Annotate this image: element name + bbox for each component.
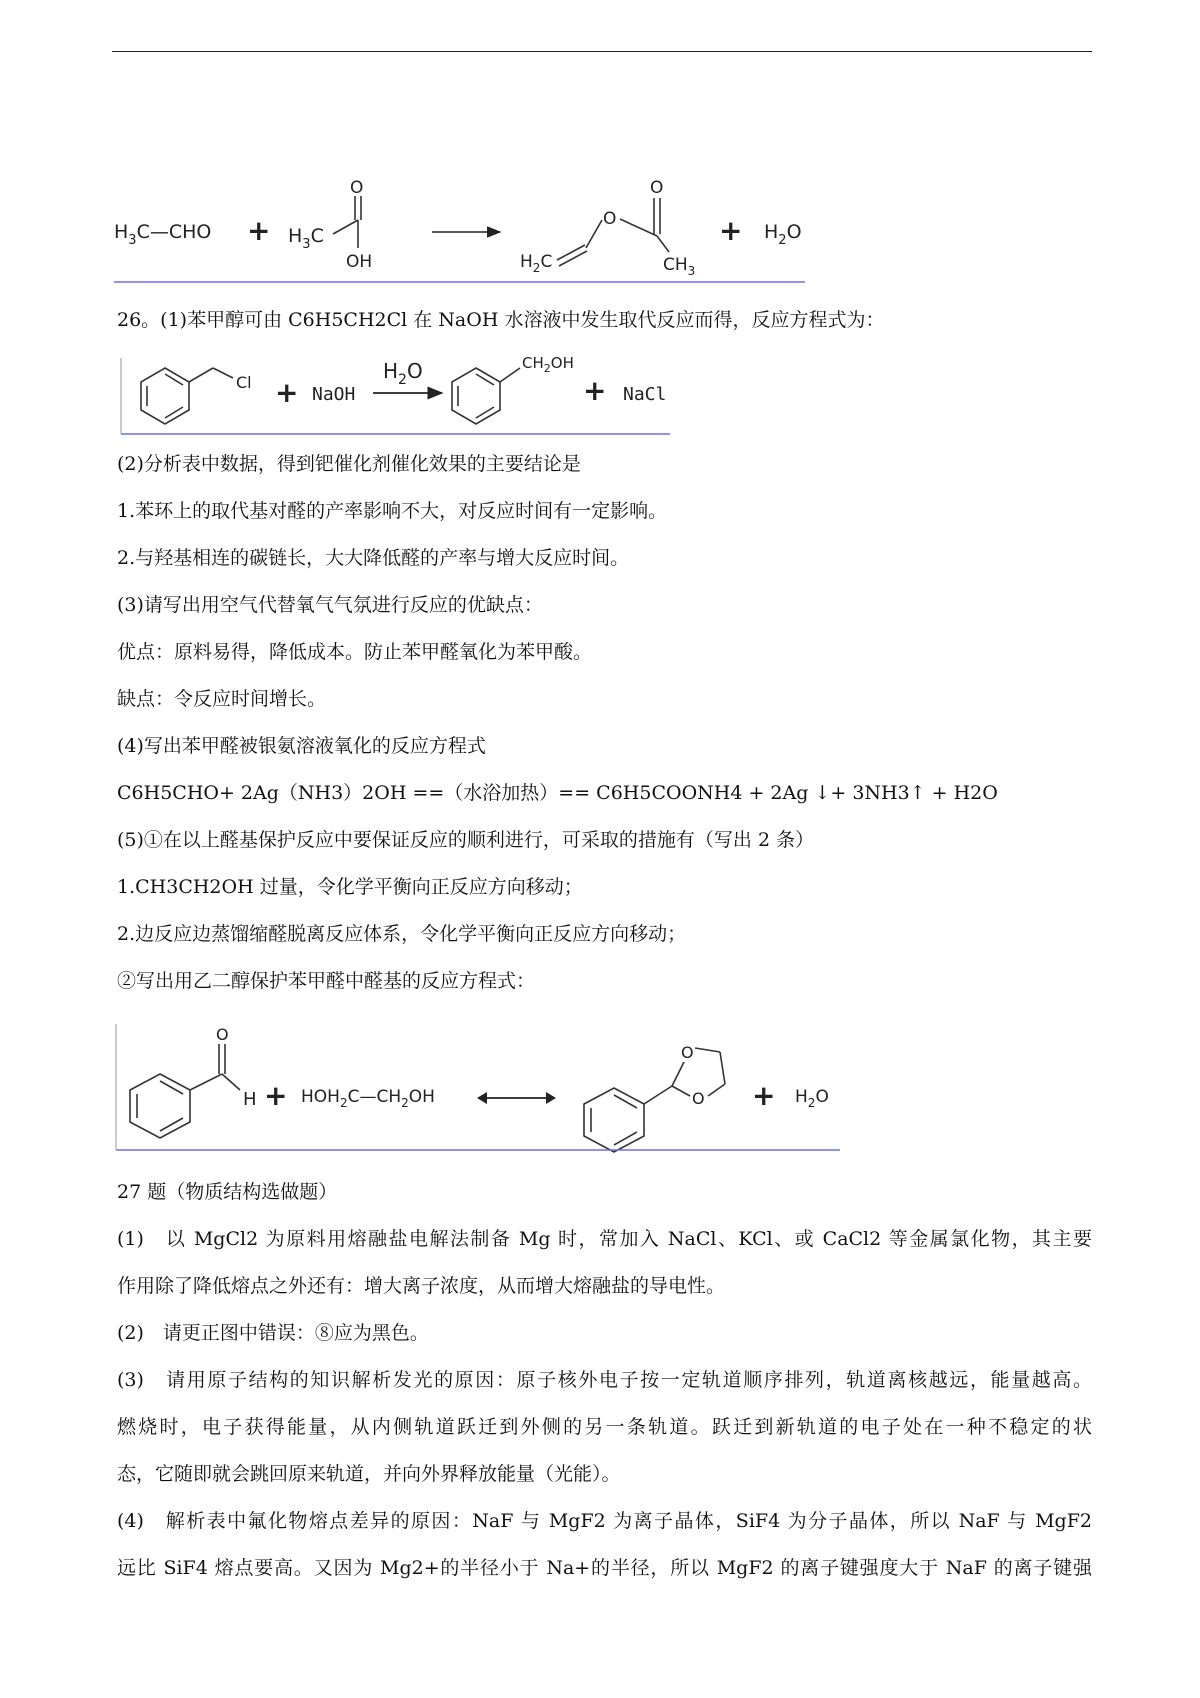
- ester-oxygen: O: [603, 209, 617, 229]
- q27-3-line-3: 态，它随即就会跳回原来轨道，并向外界释放能量（光能）。: [117, 1463, 621, 1485]
- q27-title: 27 题（物质结构选做题）: [117, 1181, 338, 1203]
- ch2oh-label: $CH_2OH$: [522, 354, 574, 375]
- q26-5-measure-1: 1.CH3CH2OH 过量，令化学平衡向正反应方向移动；: [117, 876, 583, 898]
- header-rule: [112, 51, 1092, 52]
- acetic-acid-oh: OH: [346, 252, 373, 272]
- glycol-formula: $HOH_2C—CH_2OH$: [301, 1087, 435, 1110]
- nacl-label: NaCl: [623, 384, 667, 405]
- q26-2: (2)分析表中数据，得到钯催化剂催化效果的主要结论是: [117, 453, 581, 475]
- dioxolane-oxygen-1: O: [681, 1043, 694, 1062]
- acetal-scheme: [0, 1010, 860, 1160]
- chlorine-label: Cl: [236, 373, 252, 392]
- q27-3-line-2: 燃烧时，电子获得能量，从内侧轨道跃迁到外侧的另一条轨道。跃迁到新轨道的电子处在一种不稳定的状: [117, 1416, 1092, 1438]
- q27-1-line-2: 作用除了降低熔点之外还有：增大离子浓度，从而增大熔融盐的导电性。: [117, 1275, 726, 1297]
- plus-sign: +: [719, 214, 743, 247]
- q27-1-line-1: (1) 以 MgCl2 为原料用熔融盐电解法制备 Mg 时，常加入 NaCl、KCl、或 CaCl2 等金属氯化物，其主要: [117, 1228, 1092, 1250]
- q27-4-line-2: 远比 SiF4 熔点要高。又因为 Mg2+的半径小于 Na+的半径，所以 MgF2 的离子键强度大于 NaF 的离子键强: [117, 1557, 1092, 1579]
- naoh-label: NaOH: [312, 384, 356, 405]
- q26-intro: 26。(1)苯甲醇可由 C6H5CH2Cl 在 NaOH 水溶液中发生取代反应而得，反应方程式为：: [117, 309, 885, 331]
- benzyl-alcohol-scheme: [0, 350, 700, 440]
- dioxolane-oxygen-2: O: [692, 1089, 705, 1108]
- plus-sign: +: [752, 1079, 776, 1112]
- acetaldehyde-formula: $H_3C—CHO$: [114, 221, 212, 248]
- q26-3: (3)请写出用空气代替氧气气氛进行反应的优缺点：: [117, 594, 543, 616]
- product-carbonyl-o: O: [650, 178, 664, 198]
- condition-water: $H_2O$: [383, 359, 423, 388]
- q27-3-line-1: (3) 请用原子结构的知识解析发光的原因：原子核外电子按一定轨道顺序排列，轨道离核越远，能量越高。: [117, 1369, 1092, 1391]
- q26-2-conclusion-2: 2.与羟基相连的碳链长，大大降低醛的产率与增大反应时间。: [117, 547, 630, 569]
- plus-sign: +: [275, 376, 299, 409]
- q26-4: (4)写出苯甲醛被银氨溶液氧化的反应方程式: [117, 735, 486, 757]
- q26-3-advantage: 优点：原料易得，降低成本。防止苯甲醛氧化为苯甲酸。: [117, 641, 593, 663]
- q26-2-conclusion-1: 1.苯环上的取代基对醛的产率影响不大，对反应时间有一定影响。: [117, 500, 668, 522]
- q26-5: (5)①在以上醛基保护反应中要保证反应的顺利进行，可采取的措施有（写出 2 条）: [117, 829, 815, 851]
- q27-2: (2) 请更正图中错误：⑧应为黑色。: [117, 1322, 429, 1344]
- q26-4-equation: C6H5CHO+ 2Ag（NH3）2OH ==（水浴加热）== C6H5COONH4 + 2Ag ↓+ 3NH3↑ + H2O: [117, 782, 998, 804]
- water-formula: $H_2O$: [795, 1087, 829, 1110]
- plus-sign: +: [247, 214, 271, 247]
- vinyl-acetate-scheme: [0, 180, 820, 290]
- aldehyde-h: H: [243, 1089, 257, 1110]
- water-formula: $H_2O$: [764, 221, 802, 248]
- vinyl-h2c: $H_2C$: [520, 252, 553, 275]
- q26-3-disadvantage: 缺点：令反应时间增长。: [117, 688, 327, 710]
- aldehyde-oxygen: O: [216, 1025, 229, 1044]
- acetic-acid-h3c: $H_3C$: [288, 225, 324, 252]
- q26-5-measure-2: 2.边反应边蒸馏缩醛脱离反应体系，令化学平衡向正反应方向移动；: [117, 923, 687, 945]
- product-ch3: $CH_3$: [663, 255, 696, 278]
- plus-sign: +: [264, 1079, 288, 1112]
- q26-5-sub2: ②写出用乙二醇保护苯甲醛中醛基的反应方程式：: [117, 970, 536, 992]
- plus-sign: +: [583, 374, 607, 407]
- acetic-acid-carbonyl-o: O: [350, 178, 364, 198]
- q27-4-line-1: (4) 解析表中氟化物熔点差异的原因：NaF 与 MgF2 为离子晶体，SiF4 为分子晶体，所以 NaF 与 MgF2: [117, 1510, 1092, 1532]
